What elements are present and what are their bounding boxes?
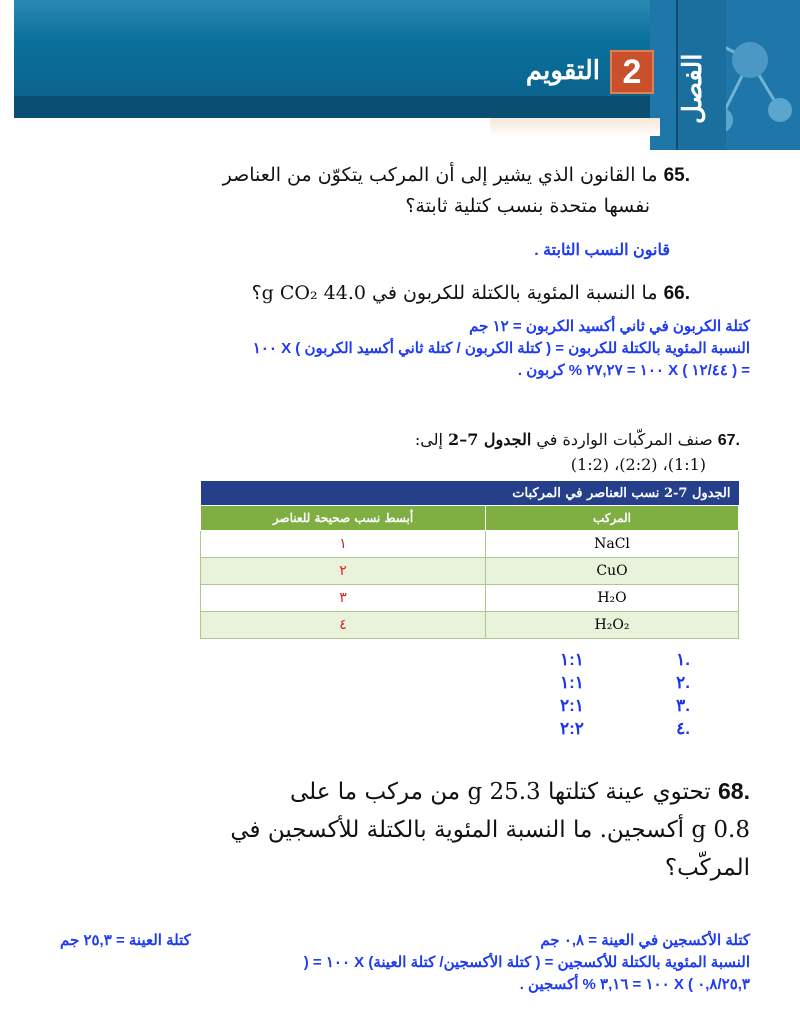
handwritten-mark: ٣ — [201, 585, 486, 612]
ratio-options: (1:2) ،(2:2) ،(1:1) — [570, 455, 706, 474]
item-number: .١ — [676, 650, 690, 669]
compound-cell: NaCl — [486, 531, 739, 558]
table-row — [201, 531, 739, 558]
item-ratio: ١:١ — [560, 673, 584, 692]
question-text: 0.8 g أكسجين. ما النسبة المئوية بالكتلة للأكسجين في — [230, 817, 750, 843]
question-text: تحتوي عينة كتلتها 25.3 g من مركب ما على — [289, 779, 711, 805]
item-ratio: ٢:٢ — [560, 719, 584, 738]
question-65 — [120, 160, 690, 221]
answer-line: = ( ١٢/٤٤ ) X ١٠٠ = ٢٧,٢٧ % كربون . — [517, 362, 750, 379]
answer-line: كتلة الكربون في ثاني أكسيد الكربون = ١٢ جم — [469, 318, 750, 335]
oxygen-mass: كتلة الأكسجين في العينة = ٠,٨ جم — [540, 932, 750, 949]
item-ratio: ١:١ — [560, 650, 584, 669]
question-number: .67 — [717, 432, 740, 449]
header-sub-bar — [490, 118, 660, 136]
column-header-ratio: أبسط نسب صحيحة للعناصر — [201, 506, 486, 531]
list-item — [560, 673, 690, 696]
item-number: .٤ — [676, 719, 690, 738]
answer-65: قانون النسب الثابتة . — [534, 242, 670, 259]
question-text: صنف المركّبات الواردة في — [536, 430, 713, 449]
column-header-compound: المركب — [486, 506, 739, 531]
question-text: المركّب؟ — [664, 855, 750, 881]
handwritten-mark: ٤ — [201, 612, 486, 639]
question-text: ما النسبة المئوية بالكتلة للكربون في — [372, 282, 658, 304]
compound-cell: H₂O₂ — [486, 612, 739, 639]
compound-cell: H₂O — [486, 585, 739, 612]
section-title: التقويم — [525, 56, 600, 86]
ratio-table — [200, 481, 739, 639]
answer-line — [60, 930, 750, 952]
question-formula: 44.0 g CO₂؟ — [251, 282, 366, 304]
table-row — [201, 585, 739, 612]
chapter-label: الفصل — [678, 53, 708, 125]
question-66 — [200, 282, 690, 305]
sample-mass: كتلة العينة = ٢٥,٣ جم — [60, 932, 191, 949]
answer-66 — [60, 316, 750, 382]
table-title: الجدول 7-2 نسب العناصر في المركبات — [201, 481, 739, 506]
question-text: إلى: — [414, 430, 443, 449]
table-row — [201, 558, 739, 585]
list-item — [560, 650, 690, 673]
answer-67-list — [560, 650, 690, 742]
table-reference: الجدول 7–2 — [448, 430, 532, 449]
table-row — [201, 612, 739, 639]
answer-line: النسبة المئوية بالكتلة للكربون = ( كتلة الكربون / كتلة ثاني أكسيد الكربون ) X ١٠٠ — [252, 340, 750, 357]
question-67 — [200, 428, 740, 477]
question-text: ما القانون الذي يشير إلى أن المركب يتكوّن من العناصر — [222, 164, 658, 186]
question-text: نفسها متحدة بنسب كتلية ثابتة؟ — [405, 195, 650, 217]
item-number: .٢ — [676, 673, 690, 692]
answer-line: النسبة المئوية بالكتلة للأكسجين = ( كتلة الأكسجين/ كتلة العينة) X ١٠٠ = ( — [303, 954, 750, 971]
question-number: .65 — [663, 165, 690, 186]
compound-cell: CuO — [486, 558, 739, 585]
question-number: .66 — [663, 283, 690, 304]
handwritten-mark: ١ — [201, 531, 486, 558]
item-ratio: ٢:١ — [560, 696, 584, 715]
handwritten-mark: ٢ — [201, 558, 486, 585]
list-item — [560, 696, 690, 719]
table-header-row — [201, 506, 739, 531]
answer-line: ٠,٨/٢٥,٣ ) X ١٠٠ = ٣,١٦ % أكسجين . — [519, 976, 750, 993]
answer-68 — [60, 930, 750, 996]
question-number: .68 — [718, 778, 750, 804]
list-item — [560, 719, 690, 742]
table-title-row — [201, 481, 739, 506]
item-number: .٣ — [676, 696, 690, 715]
chapter-number: 2 — [610, 50, 654, 94]
question-68 — [100, 772, 750, 887]
